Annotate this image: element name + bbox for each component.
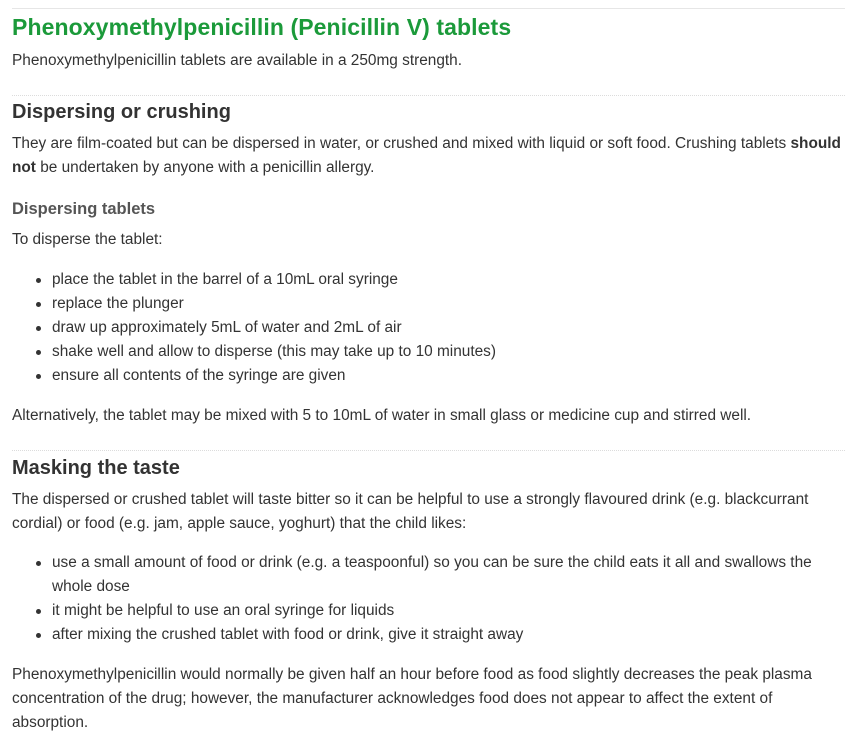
dispersing-steps-list	[12, 268, 843, 388]
list-item: replace the plunger	[52, 292, 843, 316]
dispersing-heading: Dispersing or crushing	[12, 101, 231, 123]
closing-paragraph: Phenoxymethylpenicillin would normally be given half an hour before food as food slightly decreases the peak plasma concentration of the drug; however, the manufacturer acknowledges food does not appear to affect the extent of absorption.	[12, 666, 812, 731]
top-divider	[12, 8, 845, 9]
masking-paragraph: The dispersed or crushed tablet will taste bitter so it can be helpful to use a strongly flavoured drink (e.g. blackcurrant cordial) or food (e.g. jam, apple sauce, yoghurt) that the child likes:	[12, 491, 809, 532]
dispersing-text-start: They are film-coated but can be dispersed in water, or crushed and mixed with liquid or soft food. Crushing tablets	[12, 135, 791, 152]
intro-text: Phenoxymethylpenicillin tablets are available in a 250mg strength.	[12, 52, 463, 69]
dispersing-tablets-heading: Dispersing tablets	[12, 200, 156, 218]
list-item: shake well and allow to disperse (this may take up to 10 minutes)	[52, 340, 843, 364]
list-item: ensure all contents of the syringe are given	[52, 364, 843, 388]
masking-tips-list	[12, 551, 843, 647]
list-item: draw up approximately 5mL of water and 2mL of air	[52, 316, 843, 340]
masking-heading: Masking the taste	[12, 457, 180, 479]
section-divider	[12, 450, 845, 451]
dispersing-paragraph	[12, 132, 843, 180]
list-item: it might be helpful to use an oral syringe for liquids	[52, 599, 843, 623]
list-item: use a small amount of food or drink (e.g. a teaspoonful) so you can be sure the child eats it all and swallows the whole dose	[52, 551, 843, 599]
list-item: after mixing the crushed tablet with food or drink, give it straight away	[52, 623, 843, 647]
dispersing-intro: To disperse the tablet:	[12, 231, 163, 248]
section-divider	[12, 95, 845, 96]
page-title: Phenoxymethylpenicillin (Penicillin V) tablets	[12, 14, 512, 40]
list-item: place the tablet in the barrel of a 10mL oral syringe	[52, 268, 843, 292]
warning-emphasis: should not	[12, 135, 841, 176]
dispersing-text-end: be undertaken by anyone with a penicillin allergy.	[35, 159, 375, 176]
alternative-text: Alternatively, the tablet may be mixed with 5 to 10mL of water in small glass or medicine cup and stirred well.	[12, 407, 752, 424]
